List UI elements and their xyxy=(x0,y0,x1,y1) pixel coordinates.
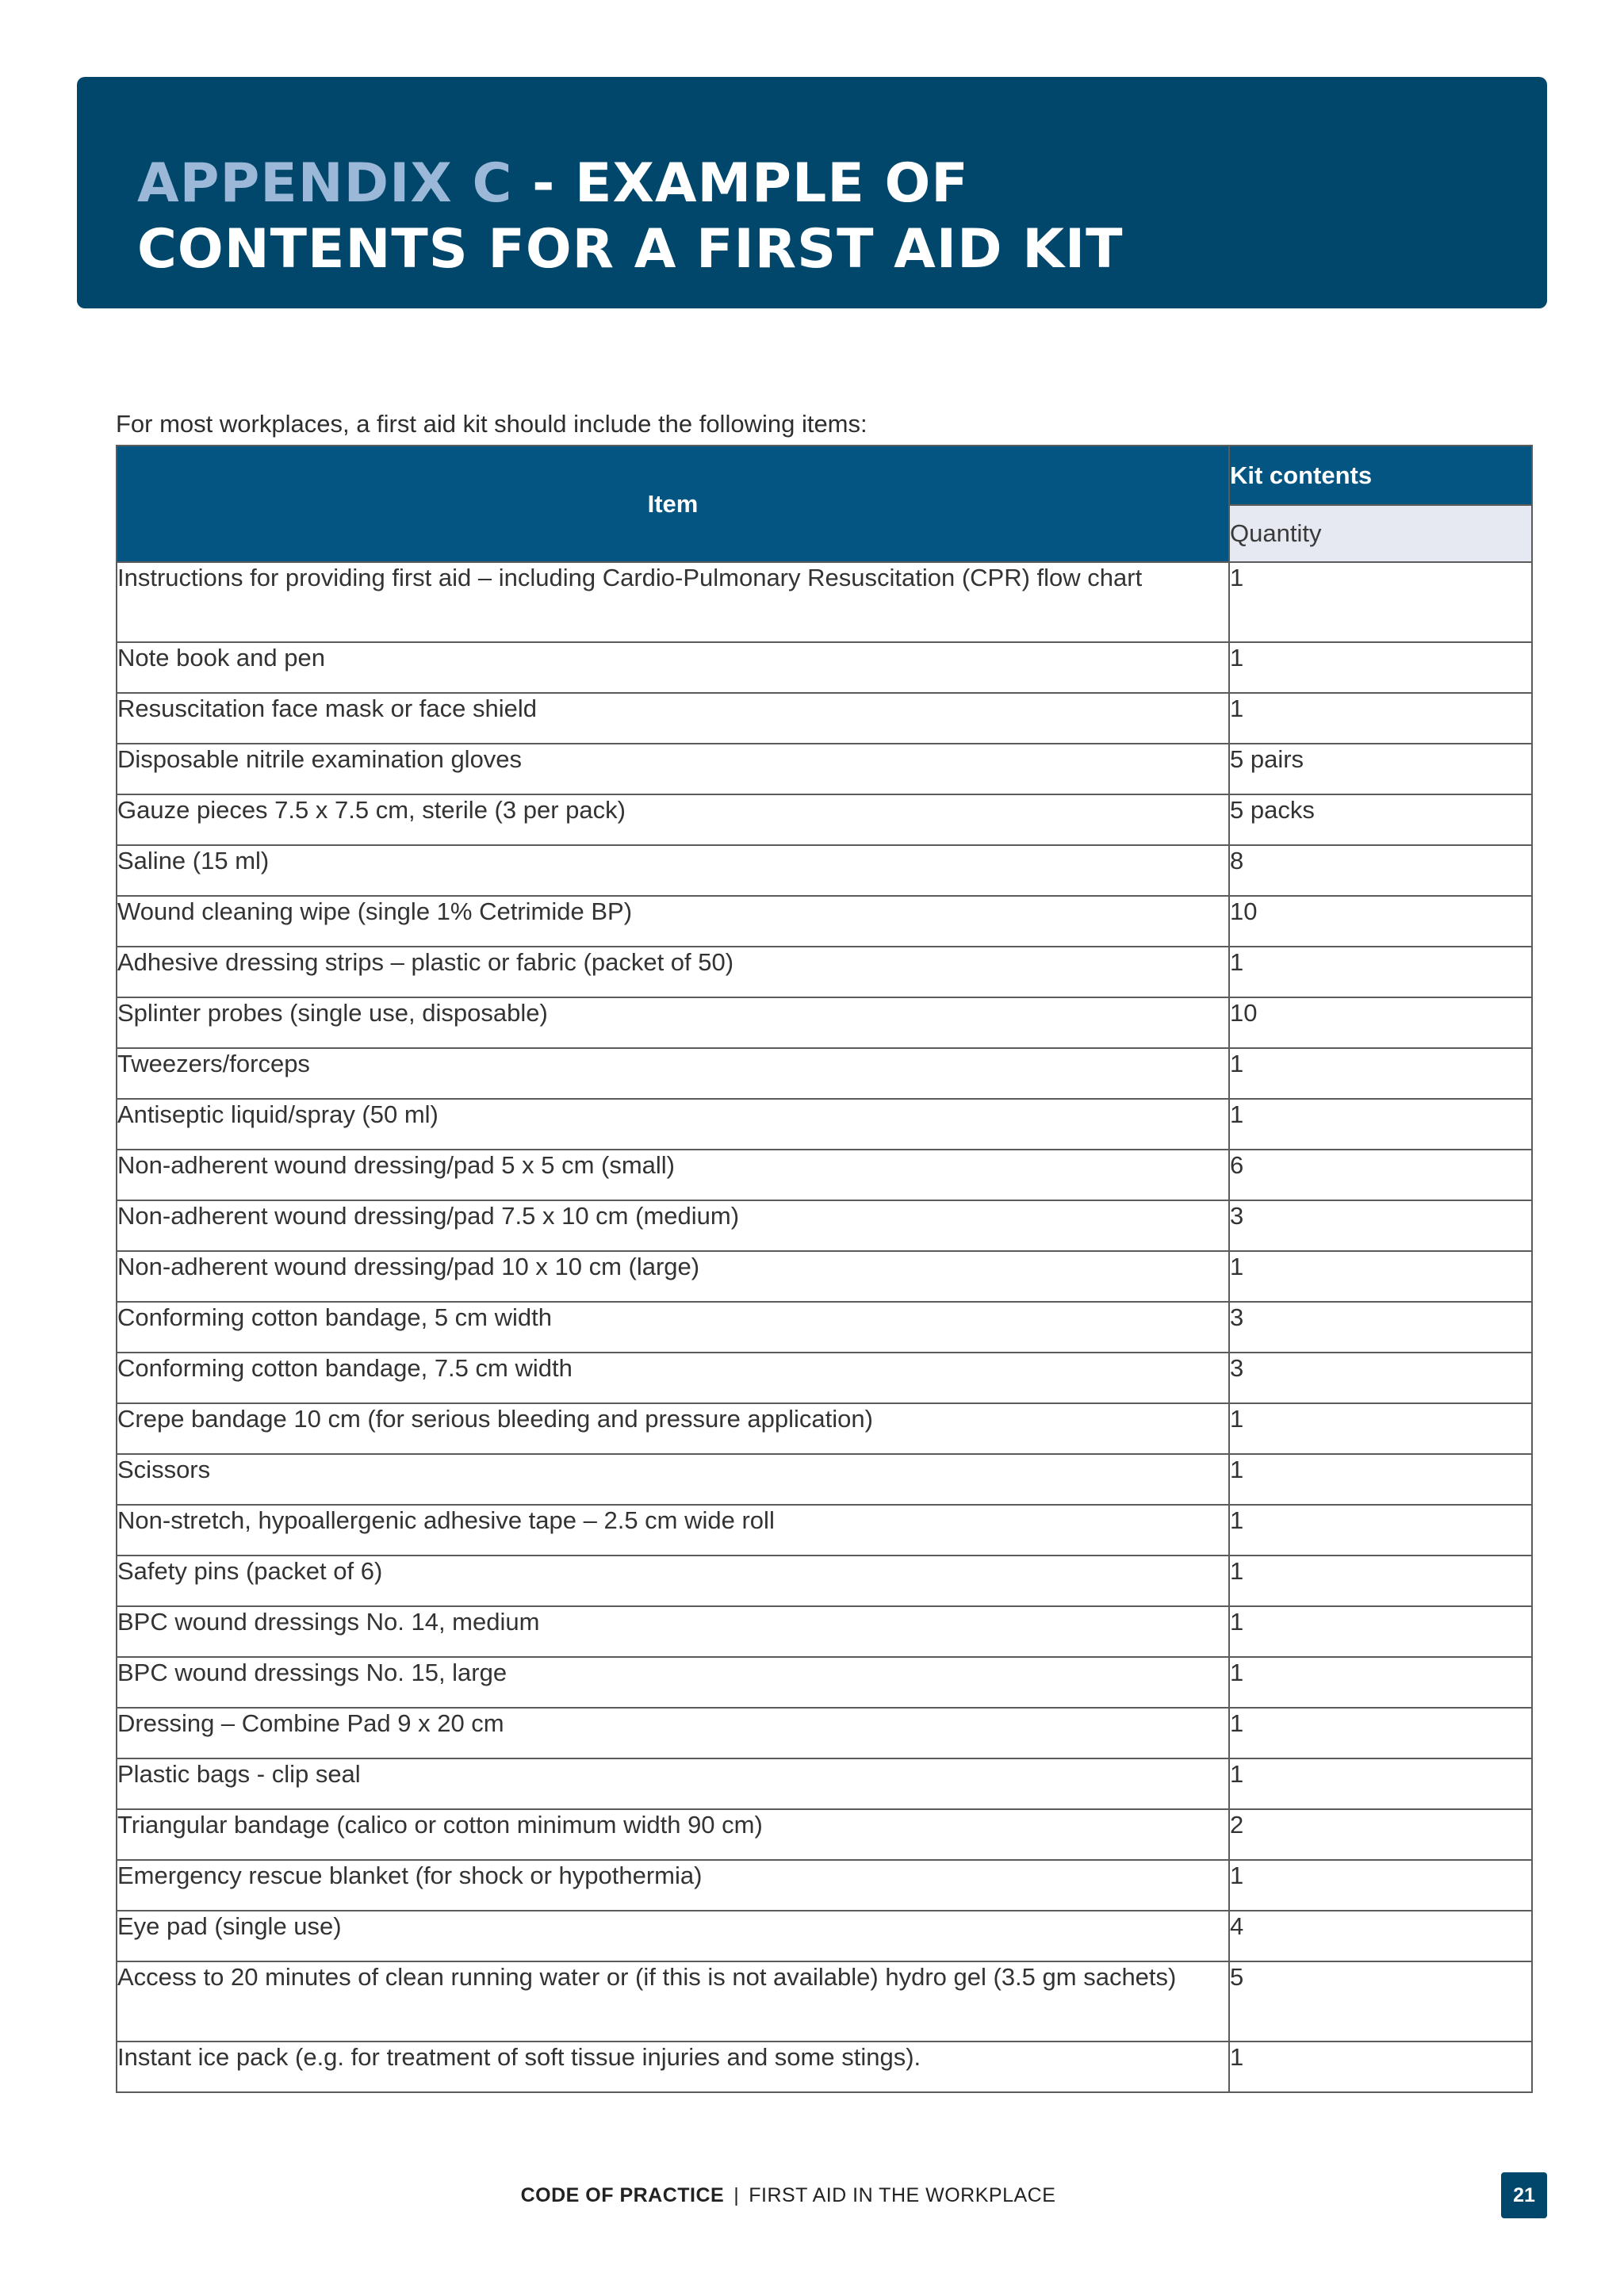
item-cell: Instructions for providing first aid – including Cardio-Pulmonary Resuscitation (CPR) flow chart xyxy=(117,562,1229,642)
table-row xyxy=(117,1708,1532,1758)
quantity-cell: 1 xyxy=(1229,693,1532,744)
item-cell: Non-adherent wound dressing/pad 5 x 5 cm (small) xyxy=(117,1150,1229,1200)
table-row xyxy=(117,845,1532,896)
quantity-cell: 8 xyxy=(1229,845,1532,896)
title-line1-rest: EXAMPLE OF xyxy=(575,152,969,215)
quantity-cell: 1 xyxy=(1229,947,1532,997)
item-cell: Saline (15 ml) xyxy=(117,845,1229,896)
page-number: 21 xyxy=(1501,2172,1547,2218)
table-row xyxy=(117,1657,1532,1708)
table-body xyxy=(117,562,1532,2092)
page-title xyxy=(137,151,1124,282)
quantity-cell: 1 xyxy=(1229,1505,1532,1556)
quantity-cell: 3 xyxy=(1229,1353,1532,1403)
table-row xyxy=(117,744,1532,794)
quantity-cell: 1 xyxy=(1229,1606,1532,1657)
quantity-cell: 2 xyxy=(1229,1809,1532,1860)
table-row xyxy=(117,2042,1532,2092)
table-row xyxy=(117,1606,1532,1657)
item-cell: Plastic bags - clip seal xyxy=(117,1758,1229,1809)
table-row xyxy=(117,1353,1532,1403)
quantity-cell: 1 xyxy=(1229,1048,1532,1099)
quantity-cell: 4 xyxy=(1229,1911,1532,1961)
quantity-cell: 1 xyxy=(1229,1758,1532,1809)
quantity-cell: 1 xyxy=(1229,1708,1532,1758)
table-row xyxy=(117,1048,1532,1099)
quantity-cell: 1 xyxy=(1229,1860,1532,1911)
quantity-cell: 1 xyxy=(1229,1556,1532,1606)
table-row xyxy=(117,1302,1532,1353)
table-row xyxy=(117,1860,1532,1911)
quantity-cell: 1 xyxy=(1229,1099,1532,1150)
quantity-cell: 1 xyxy=(1229,562,1532,642)
kit-contents-header: Kit contents xyxy=(1229,446,1532,505)
table-row xyxy=(117,794,1532,845)
item-cell: Splinter probes (single use, disposable) xyxy=(117,997,1229,1048)
table-row xyxy=(117,997,1532,1048)
table-row xyxy=(117,642,1532,693)
footer-document-title: FIRST AID IN THE WORKPLACE xyxy=(749,2184,1056,2206)
item-cell: Conforming cotton bandage, 5 cm width xyxy=(117,1302,1229,1353)
quantity-cell: 1 xyxy=(1229,1454,1532,1505)
table-row xyxy=(117,562,1532,642)
item-cell: Non-stretch, hypoallergenic adhesive tape – 2.5 cm wide roll xyxy=(117,1505,1229,1556)
footer-separator: | xyxy=(733,2184,740,2206)
intro-text: For most workplaces, a first aid kit should include the following items: xyxy=(116,410,868,438)
table-row xyxy=(117,693,1532,744)
quantity-cell: 6 xyxy=(1229,1150,1532,1200)
item-cell: BPC wound dressings No. 14, medium xyxy=(117,1606,1229,1657)
item-cell: Instant ice pack (e.g. for treatment of soft tissue injuries and some stings). xyxy=(117,2042,1229,2092)
item-cell: Access to 20 minutes of clean running water or (if this is not available) hydro gel (3.5 gm sachets) xyxy=(117,1961,1229,2042)
quantity-cell: 1 xyxy=(1229,1657,1532,1708)
item-cell: Tweezers/forceps xyxy=(117,1048,1229,1099)
quantity-cell: 5 packs xyxy=(1229,794,1532,845)
item-cell: Triangular bandage (calico or cotton minimum width 90 cm) xyxy=(117,1809,1229,1860)
quantity-cell: 3 xyxy=(1229,1302,1532,1353)
quantity-cell: 1 xyxy=(1229,2042,1532,2092)
table-row xyxy=(117,1251,1532,1302)
table-row xyxy=(117,1505,1532,1556)
table-row xyxy=(117,947,1532,997)
item-cell: Non-adherent wound dressing/pad 10 x 10 cm (large) xyxy=(117,1251,1229,1302)
item-cell: Scissors xyxy=(117,1454,1229,1505)
item-cell: Non-adherent wound dressing/pad 7.5 x 10 cm (medium) xyxy=(117,1200,1229,1251)
item-cell: Resuscitation face mask or face shield xyxy=(117,693,1229,744)
quantity-cell: 5 pairs xyxy=(1229,744,1532,794)
quantity-cell: 1 xyxy=(1229,642,1532,693)
quantity-cell: 10 xyxy=(1229,997,1532,1048)
table-row xyxy=(117,1911,1532,1961)
quantity-column-header: Quantity xyxy=(1229,505,1532,562)
table-row xyxy=(117,1099,1532,1150)
item-cell: Eye pad (single use) xyxy=(117,1911,1229,1961)
item-cell: Adhesive dressing strips – plastic or fabric (packet of 50) xyxy=(117,947,1229,997)
item-cell: Dressing – Combine Pad 9 x 20 cm xyxy=(117,1708,1229,1758)
first-aid-kit-table xyxy=(116,445,1533,2093)
table-row xyxy=(117,1454,1532,1505)
page-footer xyxy=(0,2184,1576,2207)
table-row xyxy=(117,1961,1532,2042)
title-dash: - xyxy=(512,152,575,215)
table-row xyxy=(117,1758,1532,1809)
quantity-cell: 5 xyxy=(1229,1961,1532,2042)
item-cell: Crepe bandage 10 cm (for serious bleeding and pressure application) xyxy=(117,1403,1229,1454)
table-row xyxy=(117,896,1532,947)
table-row xyxy=(117,1809,1532,1860)
title-accent: APPENDIX C xyxy=(137,152,513,215)
quantity-cell: 3 xyxy=(1229,1200,1532,1251)
title-line2: CONTENTS FOR A FIRST AID KIT xyxy=(137,218,1124,281)
table-row xyxy=(117,1403,1532,1454)
item-column-header: Item xyxy=(117,446,1229,562)
table-row xyxy=(117,1150,1532,1200)
footer-document-type: CODE OF PRACTICE xyxy=(520,2184,725,2206)
item-cell: Antiseptic liquid/spray (50 ml) xyxy=(117,1099,1229,1150)
item-cell: Note book and pen xyxy=(117,642,1229,693)
item-cell: BPC wound dressings No. 15, large xyxy=(117,1657,1229,1708)
table-row xyxy=(117,1200,1532,1251)
quantity-cell: 1 xyxy=(1229,1403,1532,1454)
table-row xyxy=(117,1556,1532,1606)
item-cell: Emergency rescue blanket (for shock or hypothermia) xyxy=(117,1860,1229,1911)
item-cell: Safety pins (packet of 6) xyxy=(117,1556,1229,1606)
item-cell: Disposable nitrile examination gloves xyxy=(117,744,1229,794)
item-cell: Wound cleaning wipe (single 1% Cetrimide BP) xyxy=(117,896,1229,947)
item-cell: Conforming cotton bandage, 7.5 cm width xyxy=(117,1353,1229,1403)
item-cell: Gauze pieces 7.5 x 7.5 cm, sterile (3 per pack) xyxy=(117,794,1229,845)
quantity-cell: 10 xyxy=(1229,896,1532,947)
quantity-cell: 1 xyxy=(1229,1251,1532,1302)
